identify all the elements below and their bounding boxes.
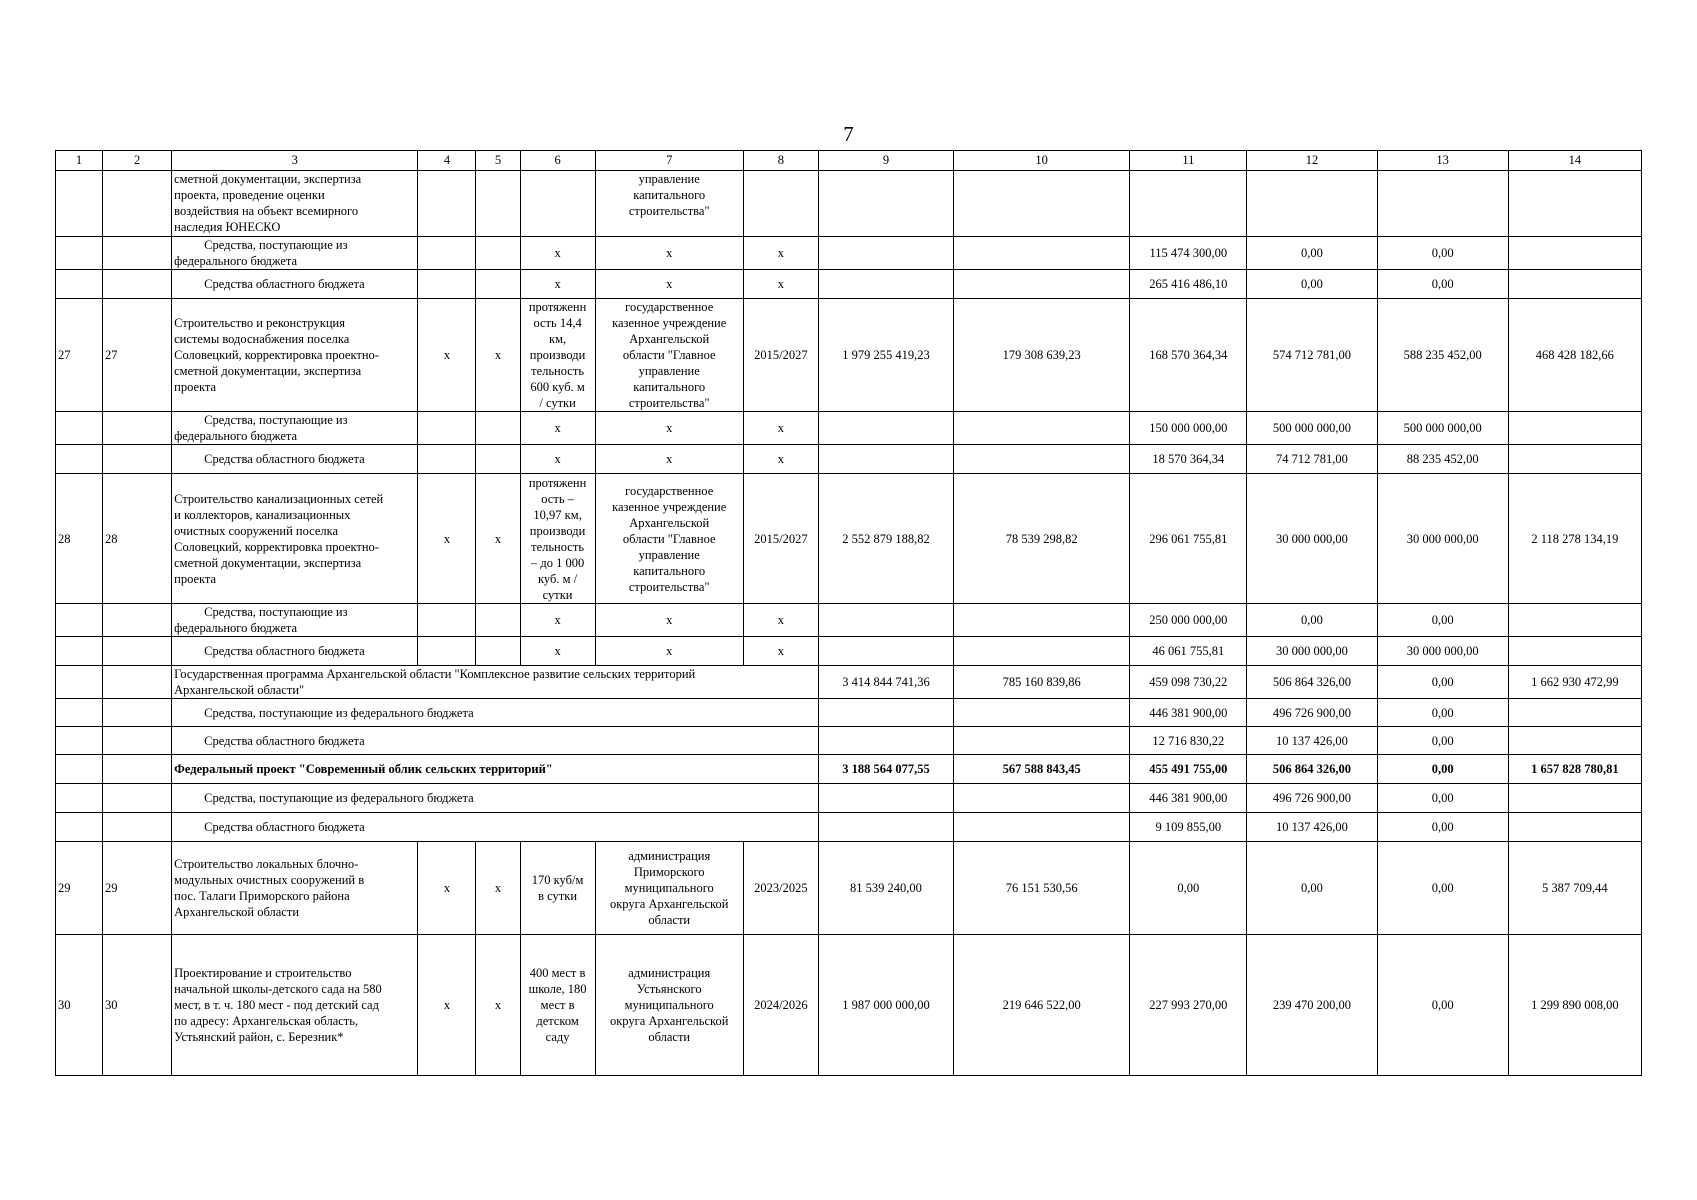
- table-cell: х: [595, 445, 743, 474]
- table-cell: х: [520, 604, 595, 637]
- table-cell: [1247, 171, 1377, 237]
- table-cell: [103, 445, 172, 474]
- table-cell: [1508, 237, 1641, 270]
- table-cell: [818, 699, 953, 727]
- table-cell: [56, 813, 103, 842]
- table-cell: 1 979 255 419,23: [818, 299, 953, 412]
- table-row: [56, 935, 1642, 1076]
- table-cell: [954, 237, 1130, 270]
- table-cell: [418, 637, 476, 666]
- table-cell: [1508, 412, 1641, 445]
- table-cell: 10 137 426,00: [1247, 727, 1377, 755]
- table-cell: 74 712 781,00: [1247, 445, 1377, 474]
- row-description: Средства областного бюджета: [172, 445, 418, 474]
- table-cell: [56, 604, 103, 637]
- table-cell: 2024/2026: [743, 935, 818, 1076]
- table-cell: 115 474 300,00: [1130, 237, 1247, 270]
- table-cell: 0,00: [1247, 604, 1377, 637]
- table-cell: [818, 445, 953, 474]
- table-cell: [103, 237, 172, 270]
- table-cell: [103, 699, 172, 727]
- table-cell: [418, 445, 476, 474]
- table-cell: 2 552 879 188,82: [818, 474, 953, 604]
- header-row: [56, 151, 1642, 171]
- column-header: 6: [520, 151, 595, 171]
- table-cell: [954, 637, 1130, 666]
- table-cell: 30: [56, 935, 103, 1076]
- table-cell: 170 куб/м в сутки: [520, 842, 595, 935]
- table-cell: 446 381 900,00: [1130, 699, 1247, 727]
- table-cell: государственное казенное учреждение Архангельской области "Главное управление капитального строительства": [595, 474, 743, 604]
- table-row: [56, 270, 1642, 299]
- row-description: Средства, поступающие из федерального бюджета: [172, 237, 418, 270]
- table-cell: 0,00: [1377, 727, 1508, 755]
- table-cell: [103, 604, 172, 637]
- table-cell: 1 299 890 008,00: [1508, 935, 1641, 1076]
- table-row: [56, 237, 1642, 270]
- table-cell: х: [520, 637, 595, 666]
- table-cell: [418, 604, 476, 637]
- table-cell: 0,00: [1247, 237, 1377, 270]
- table-cell: [818, 270, 953, 299]
- table-cell: [103, 727, 172, 755]
- table-cell: [1508, 784, 1641, 813]
- table-cell: 1 657 828 780,81: [1508, 755, 1641, 784]
- table-cell: [418, 270, 476, 299]
- column-header: 10: [954, 151, 1130, 171]
- table-cell: [954, 813, 1130, 842]
- table-cell: государственное казенное учреждение Архангельской области "Главное управление капитального строительства": [595, 299, 743, 412]
- row-description: Средства областного бюджета: [172, 270, 418, 299]
- table-cell: 2015/2027: [743, 299, 818, 412]
- table-cell: [1508, 637, 1641, 666]
- table-cell: [476, 412, 520, 445]
- table-cell: 2 118 278 134,19: [1508, 474, 1641, 604]
- table-cell: 0,00: [1377, 666, 1508, 699]
- table-cell: [818, 237, 953, 270]
- table-cell: х: [520, 412, 595, 445]
- table-cell: 46 061 755,81: [1130, 637, 1247, 666]
- table-cell: х: [595, 237, 743, 270]
- table-cell: [1508, 727, 1641, 755]
- row-description: Средства, поступающие из федерального бюджета: [172, 604, 418, 637]
- table-cell: [56, 755, 103, 784]
- table-cell: 0,00: [1247, 842, 1377, 935]
- row-description: Средства областного бюджета: [172, 813, 819, 842]
- row-description: Средства, поступающие из федерального бюджета: [172, 412, 418, 445]
- table-cell: х: [743, 270, 818, 299]
- table-cell: [476, 270, 520, 299]
- table-cell: 227 993 270,00: [1130, 935, 1247, 1076]
- table-cell: 29: [103, 842, 172, 935]
- column-header: 13: [1377, 151, 1508, 171]
- table-cell: [476, 171, 520, 237]
- table-row: [56, 784, 1642, 813]
- table-cell: 150 000 000,00: [1130, 412, 1247, 445]
- table-cell: протяженн ость – 10,97 км, производи тельность – до 1 000 куб. м / сутки: [520, 474, 595, 604]
- table-cell: 0,00: [1377, 813, 1508, 842]
- table-cell: х: [476, 842, 520, 935]
- table-cell: [954, 270, 1130, 299]
- table-cell: х: [595, 412, 743, 445]
- table-row: [56, 842, 1642, 935]
- table-cell: [103, 813, 172, 842]
- table-cell: [56, 412, 103, 445]
- table-cell: х: [520, 270, 595, 299]
- table-cell: 785 160 839,86: [954, 666, 1130, 699]
- column-header: 5: [476, 151, 520, 171]
- table-cell: 27: [103, 299, 172, 412]
- table-cell: 0,00: [1377, 270, 1508, 299]
- table-cell: [56, 445, 103, 474]
- budget-table: [55, 150, 1642, 1076]
- column-header: 12: [1247, 151, 1377, 171]
- table-cell: [954, 604, 1130, 637]
- table-cell: [103, 666, 172, 699]
- table-cell: [954, 171, 1130, 237]
- table-row: [56, 445, 1642, 474]
- table-cell: [954, 445, 1130, 474]
- table-cell: 0,00: [1377, 237, 1508, 270]
- table-cell: 30 000 000,00: [1377, 637, 1508, 666]
- table-cell: х: [595, 604, 743, 637]
- row-description: Средства областного бюджета: [172, 637, 418, 666]
- table-cell: 30: [103, 935, 172, 1076]
- table-cell: [1508, 699, 1641, 727]
- table-cell: 574 712 781,00: [1247, 299, 1377, 412]
- column-header: 3: [172, 151, 418, 171]
- table-cell: [476, 237, 520, 270]
- table-cell: 3 188 564 077,55: [818, 755, 953, 784]
- table-cell: х: [476, 935, 520, 1076]
- table-cell: 88 235 452,00: [1377, 445, 1508, 474]
- table-row: [56, 666, 1642, 699]
- row-description: Строительство канализационных сетей и коллекторов, канализационных очистных сооружений поселка Соловецкий, корректировка проектно- сметной документации, экспертиза проекта: [172, 474, 418, 604]
- table-cell: 0,00: [1377, 842, 1508, 935]
- table-cell: [818, 604, 953, 637]
- table-cell: 76 151 530,56: [954, 842, 1130, 935]
- table-cell: 0,00: [1377, 784, 1508, 813]
- table-cell: 500 000 000,00: [1247, 412, 1377, 445]
- column-header: 4: [418, 151, 476, 171]
- table-cell: 9 109 855,00: [1130, 813, 1247, 842]
- table-cell: 28: [103, 474, 172, 604]
- table-cell: 1 662 930 472,99: [1508, 666, 1641, 699]
- column-header: 1: [56, 151, 103, 171]
- table-cell: 455 491 755,00: [1130, 755, 1247, 784]
- table-cell: х: [418, 935, 476, 1076]
- row-description: Государственная программа Архангельской области "Комплексное развитие сельских территорий Архангельской области": [172, 666, 819, 699]
- table-row: [56, 299, 1642, 412]
- table-cell: [103, 171, 172, 237]
- column-header: 9: [818, 151, 953, 171]
- table-cell: 496 726 900,00: [1247, 699, 1377, 727]
- row-description: Средства, поступающие из федерального бюджета: [172, 784, 819, 813]
- table-cell: 30 000 000,00: [1247, 637, 1377, 666]
- table-cell: х: [743, 637, 818, 666]
- table-cell: [818, 412, 953, 445]
- column-header: 14: [1508, 151, 1641, 171]
- table-cell: [818, 784, 953, 813]
- table-cell: 506 864 326,00: [1247, 666, 1377, 699]
- table-cell: [1508, 445, 1641, 474]
- table-cell: 28: [56, 474, 103, 604]
- table-cell: 27: [56, 299, 103, 412]
- row-description: Средства, поступающие из федерального бюджета: [172, 699, 819, 727]
- table-cell: администрация Приморского муниципального округа Архангельской области: [595, 842, 743, 935]
- table-cell: 10 137 426,00: [1247, 813, 1377, 842]
- table-cell: [1508, 813, 1641, 842]
- table-cell: [818, 171, 953, 237]
- table-cell: х: [476, 299, 520, 412]
- table-cell: 400 мест в школе, 180 мест в детском саду: [520, 935, 595, 1076]
- table-cell: 3 414 844 741,36: [818, 666, 953, 699]
- table-cell: 168 570 364,34: [1130, 299, 1247, 412]
- table-cell: [1508, 171, 1641, 237]
- table-cell: [56, 270, 103, 299]
- table-cell: [1377, 171, 1508, 237]
- row-description: Строительство локальных блочно- модульных очистных сооружений в пос. Талаги Приморского района Архангельской области: [172, 842, 418, 935]
- table-cell: 0,00: [1247, 270, 1377, 299]
- table-cell: 81 539 240,00: [818, 842, 953, 935]
- table-cell: [954, 727, 1130, 755]
- table-cell: 78 539 298,82: [954, 474, 1130, 604]
- table-row: [56, 637, 1642, 666]
- table-row: [56, 474, 1642, 604]
- table-cell: [56, 637, 103, 666]
- table-cell: [418, 171, 476, 237]
- table-cell: 12 716 830,22: [1130, 727, 1247, 755]
- table-cell: протяженн ость 14,4 км, производи тельность 600 куб. м / сутки: [520, 299, 595, 412]
- table-cell: 0,00: [1377, 604, 1508, 637]
- table-cell: [476, 604, 520, 637]
- table-cell: [56, 171, 103, 237]
- table-cell: х: [476, 474, 520, 604]
- table-cell: [1508, 604, 1641, 637]
- row-description: Федеральный проект "Современный облик сельских территорий": [172, 755, 819, 784]
- table-cell: [818, 813, 953, 842]
- table-cell: 2015/2027: [743, 474, 818, 604]
- page-number: 7: [843, 122, 854, 146]
- table-cell: [103, 412, 172, 445]
- table-cell: 0,00: [1377, 935, 1508, 1076]
- table-cell: [476, 637, 520, 666]
- table-cell: 446 381 900,00: [1130, 784, 1247, 813]
- row-description: Строительство и реконструкция системы водоснабжения поселка Соловецкий, корректировка проектно- сметной документации, экспертиза проекта: [172, 299, 418, 412]
- table-cell: 18 570 364,34: [1130, 445, 1247, 474]
- table-cell: [818, 727, 953, 755]
- table-row: [56, 412, 1642, 445]
- table-cell: [103, 637, 172, 666]
- table-cell: 30 000 000,00: [1377, 474, 1508, 604]
- table-row: [56, 604, 1642, 637]
- table-cell: [818, 637, 953, 666]
- table-cell: 567 588 843,45: [954, 755, 1130, 784]
- table-cell: 2023/2025: [743, 842, 818, 935]
- table-cell: [56, 784, 103, 813]
- table-cell: 0,00: [1377, 699, 1508, 727]
- table-cell: [56, 666, 103, 699]
- column-header: 2: [103, 151, 172, 171]
- table-cell: 468 428 182,66: [1508, 299, 1641, 412]
- table-cell: х: [743, 604, 818, 637]
- table-cell: [56, 727, 103, 755]
- table-cell: х: [743, 412, 818, 445]
- table-cell: 29: [56, 842, 103, 935]
- table-cell: 265 416 486,10: [1130, 270, 1247, 299]
- table-row: [56, 171, 1642, 237]
- table-cell: [743, 171, 818, 237]
- table-cell: 239 470 200,00: [1247, 935, 1377, 1076]
- table-row: [56, 727, 1642, 755]
- table-cell: 506 864 326,00: [1247, 755, 1377, 784]
- table-cell: 588 235 452,00: [1377, 299, 1508, 412]
- table-cell: 1 987 000 000,00: [818, 935, 953, 1076]
- table-cell: [954, 784, 1130, 813]
- table-cell: администрация Устьянского муниципального округа Архангельской области: [595, 935, 743, 1076]
- table-cell: [476, 445, 520, 474]
- table-cell: 459 098 730,22: [1130, 666, 1247, 699]
- table-cell: [954, 699, 1130, 727]
- table-cell: [103, 270, 172, 299]
- table-cell: [520, 171, 595, 237]
- table-cell: 179 308 639,23: [954, 299, 1130, 412]
- table-cell: х: [595, 637, 743, 666]
- table-cell: 219 646 522,00: [954, 935, 1130, 1076]
- table-row: [56, 755, 1642, 784]
- row-description: сметной документации, экспертиза проекта, проведение оценки воздействия на объект всемирного наследия ЮНЕСКО: [172, 171, 418, 237]
- table-cell: 5 387 709,44: [1508, 842, 1641, 935]
- table-cell: [1508, 270, 1641, 299]
- table-cell: [954, 412, 1130, 445]
- table-cell: х: [520, 237, 595, 270]
- table-cell: [418, 412, 476, 445]
- table-cell: 500 000 000,00: [1377, 412, 1508, 445]
- table-cell: [1130, 171, 1247, 237]
- table-cell: 250 000 000,00: [1130, 604, 1247, 637]
- column-header: 7: [595, 151, 743, 171]
- table-row: [56, 699, 1642, 727]
- table-cell: 296 061 755,81: [1130, 474, 1247, 604]
- table-cell: 30 000 000,00: [1247, 474, 1377, 604]
- table-cell: х: [418, 842, 476, 935]
- column-header: 11: [1130, 151, 1247, 171]
- table-cell: [418, 237, 476, 270]
- table-cell: х: [595, 270, 743, 299]
- table-cell: [56, 699, 103, 727]
- table-cell: 496 726 900,00: [1247, 784, 1377, 813]
- column-header: 8: [743, 151, 818, 171]
- table-cell: управление капитального строительства": [595, 171, 743, 237]
- table-row: [56, 813, 1642, 842]
- table-cell: х: [418, 474, 476, 604]
- table-cell: [103, 755, 172, 784]
- table-cell: х: [743, 445, 818, 474]
- table-cell: [56, 237, 103, 270]
- table-cell: х: [743, 237, 818, 270]
- table-cell: 0,00: [1130, 842, 1247, 935]
- table-cell: 0,00: [1377, 755, 1508, 784]
- row-description: Проектирование и строительство начальной школы-детского сада на 580 мест, в т. ч. 180 мест - под детский сад по адресу: Архангельская область, Устьянский район, с. Березник*: [172, 935, 418, 1076]
- table-cell: х: [520, 445, 595, 474]
- row-description: Средства областного бюджета: [172, 727, 819, 755]
- table-cell: х: [418, 299, 476, 412]
- table-cell: [103, 784, 172, 813]
